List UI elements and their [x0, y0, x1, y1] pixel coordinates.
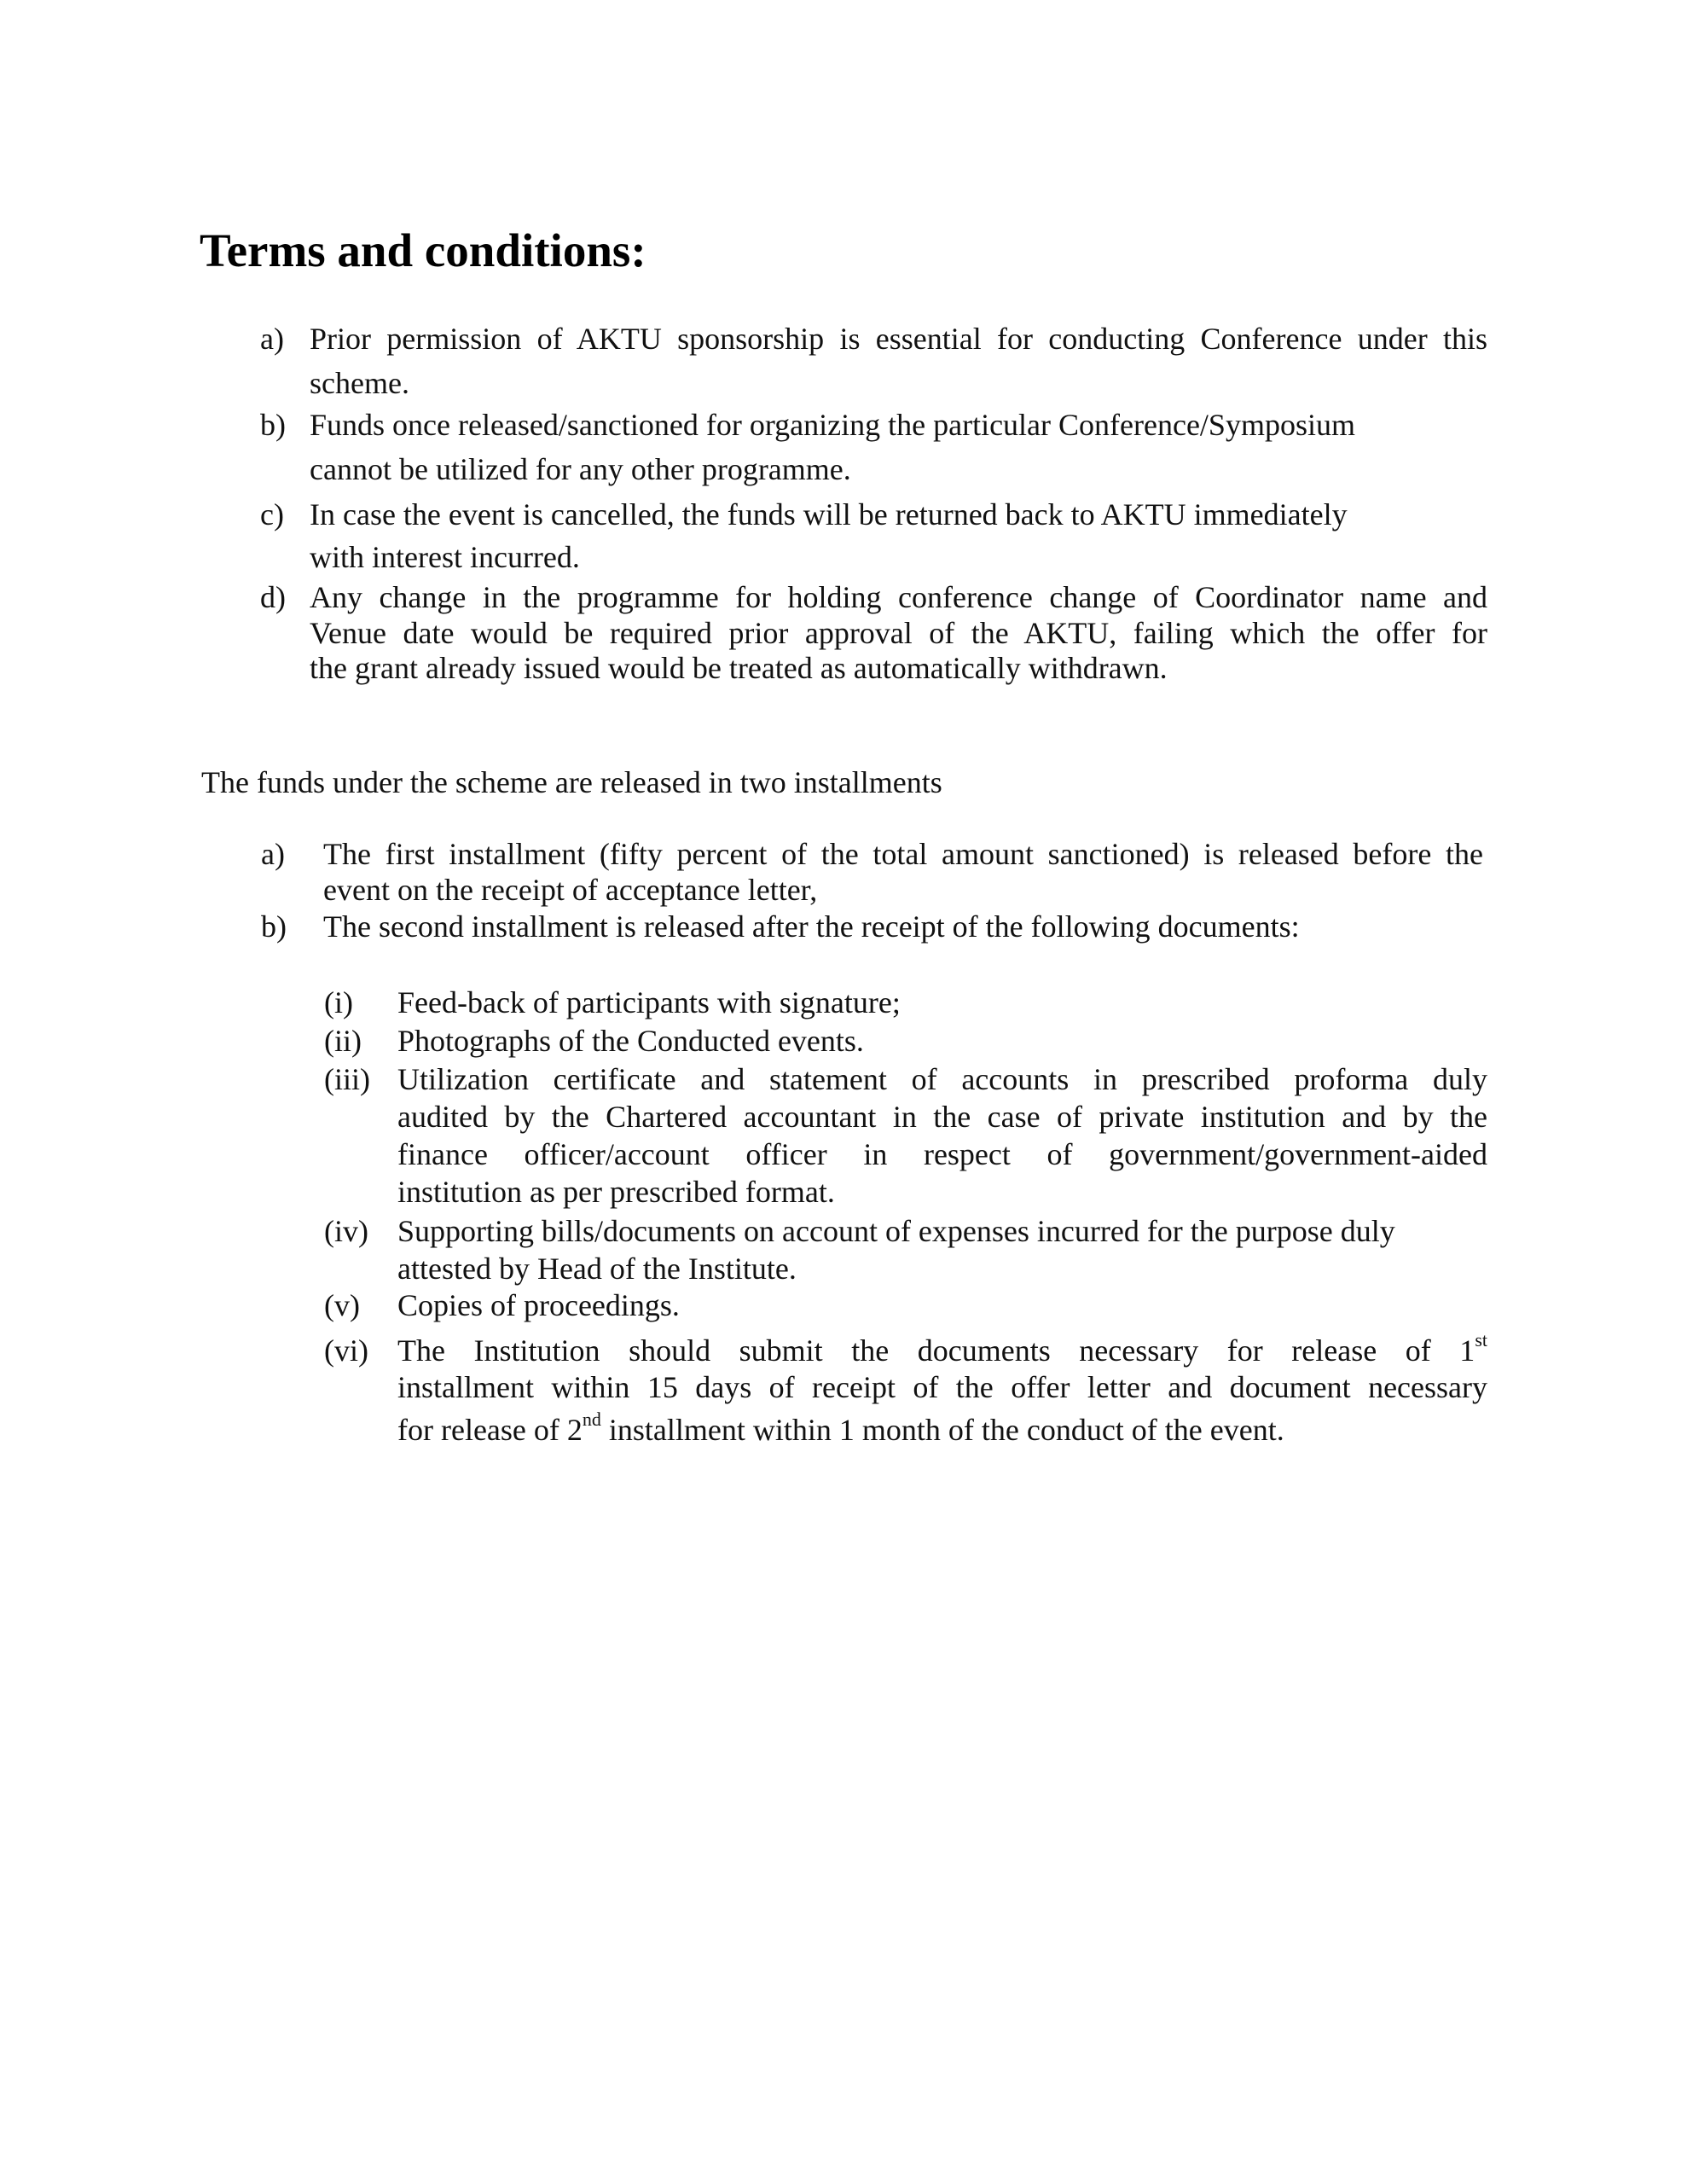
list-item-text: event on the receipt of acceptance letter,	[323, 873, 818, 907]
ordinal-suffix: st	[1475, 1329, 1487, 1350]
ordinal-suffix: nd	[582, 1409, 601, 1430]
list-item-text: Funds once released/sanctioned for organizing the particular Conference/Symposium	[310, 408, 1355, 442]
list-item-text: In case the event is cancelled, the funds will be returned back to AKTU immediately	[310, 497, 1348, 531]
list-item-text: cannot be utilized for any other programme.	[310, 452, 851, 486]
list-marker: (vi)	[324, 1333, 368, 1368]
text-run: The Institution should submit the documents necessary for release of 1	[397, 1333, 1475, 1368]
list-item-text	[397, 1329, 1487, 1368]
list-item-text: The second installment is released after the receipt of the following documents:	[323, 909, 1300, 944]
list-item-text: installment within 15 days of receipt of the offer letter and document necessary	[397, 1370, 1487, 1404]
list-item-text: Feed-back of participants with signature;	[397, 985, 901, 1019]
list-item-text: audited by the Chartered accountant in the case of private institution and by the	[397, 1100, 1487, 1134]
list-item-text	[397, 1409, 1487, 1447]
list-item-text: the grant already issued would be treated as automatically withdrawn.	[310, 651, 1168, 685]
list-item-text: finance officer/account officer in respect of government/government-aided	[397, 1137, 1487, 1171]
list-marker: b)	[260, 408, 286, 442]
list-item-text: with interest incurred.	[310, 540, 580, 574]
text-run: installment within 1 month of the conduct of the event.	[600, 1413, 1284, 1447]
list-marker: d)	[260, 580, 286, 614]
list-marker: (v)	[324, 1288, 360, 1322]
installments-intro: The funds under the scheme are released in two installments	[201, 765, 942, 799]
text-run: for release of 2	[397, 1413, 583, 1447]
list-marker: (i)	[324, 985, 353, 1019]
list-marker: c)	[260, 497, 284, 531]
list-marker: a)	[260, 322, 284, 356]
page-title: Terms and conditions:	[200, 224, 646, 276]
list-marker: (iv)	[324, 1214, 368, 1248]
list-item-text: Supporting bills/documents on account of expenses incurred for the purpose duly	[397, 1214, 1395, 1248]
list-item-text: Any change in the programme for holding conference change of Coordinator name and	[310, 580, 1487, 614]
list-item-text: Copies of proceedings.	[397, 1288, 680, 1322]
list-marker: b)	[261, 909, 287, 944]
list-item-text: Prior permission of AKTU sponsorship is essential for conducting Conference under this	[310, 322, 1487, 356]
list-marker: (iii)	[324, 1062, 370, 1096]
list-item-text: Photographs of the Conducted events.	[397, 1024, 864, 1058]
list-item-text: institution as per prescribed format.	[397, 1175, 835, 1209]
list-item-text: Venue date would be required prior approval of the AKTU, failing which the offer for	[310, 616, 1487, 650]
list-marker: a)	[261, 837, 285, 871]
list-item-text: Utilization certificate and statement of accounts in prescribed proforma duly	[397, 1062, 1487, 1096]
list-item-text: The first installment (fifty percent of the total amount sanctioned) is released before the	[323, 837, 1483, 871]
list-marker: (ii)	[324, 1024, 362, 1058]
list-item-text: attested by Head of the Institute.	[397, 1252, 797, 1286]
list-item-text: scheme.	[310, 366, 409, 400]
